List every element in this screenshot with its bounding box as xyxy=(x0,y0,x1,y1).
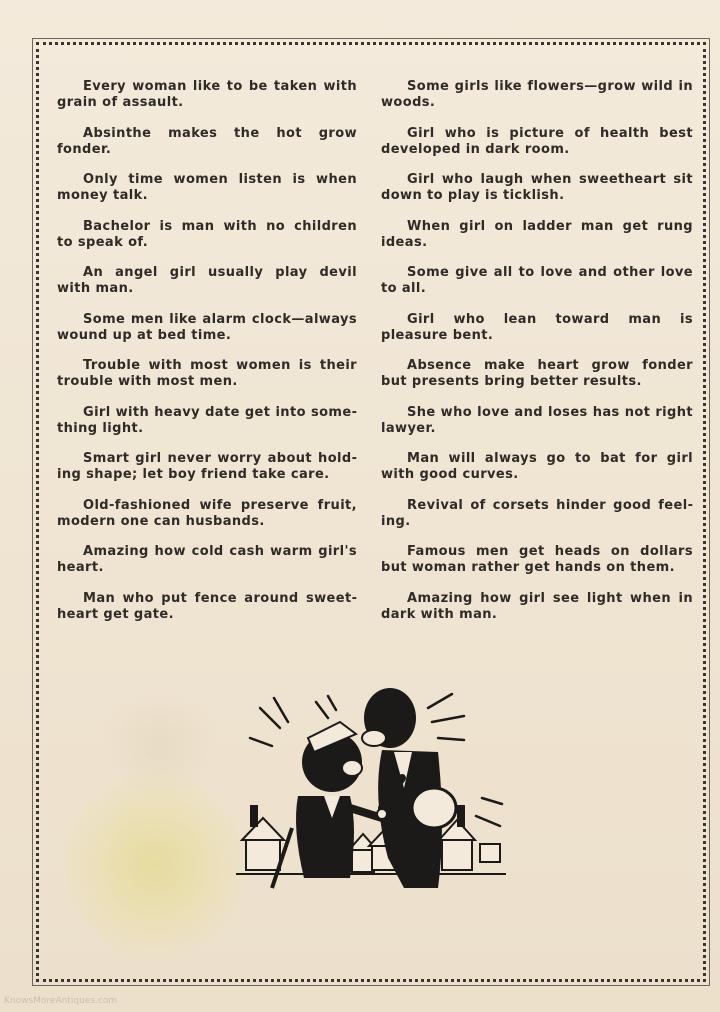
joke-item: Absinthe makes the hot grow fonder. xyxy=(57,125,357,157)
right-column xyxy=(381,79,693,637)
joke-item: She who love and loses has not right lawyer. xyxy=(381,404,693,436)
joke-item: An angel girl usually play devil with man. xyxy=(57,265,357,296)
joke-item: Smart girl never worry about holding shape; let boy friend take care. xyxy=(57,451,357,482)
joke-item: Some men like alarm clock—always wound up at bed time. xyxy=(57,311,357,343)
joke-item: Revival of corsets hinder good feeling. xyxy=(381,497,693,529)
joke-item: Girl who lean toward man is pleasure bent. xyxy=(381,311,693,343)
joke-item: Some give all to love and other love to all. xyxy=(381,265,693,296)
joke-item: Only time women listen is when money talk. xyxy=(57,172,357,203)
joke-item: Amazing how girl see light when in dark with man. xyxy=(381,590,693,622)
joke-item: Every woman like to be taken with grain of assault. xyxy=(57,79,357,110)
joke-item: Girl who is picture of health best developed in dark room. xyxy=(381,125,693,157)
joke-item: Some girls like flowers—grow wild in woods. xyxy=(381,79,693,110)
joke-item: Trouble with most women is their trouble with most men. xyxy=(57,358,357,389)
joke-item: Girl who laugh when sweetheart sit down to play is ticklish. xyxy=(381,172,693,203)
joke-item: Girl with heavy date get into something light. xyxy=(57,404,357,436)
cartoon-two-men-ring-icon xyxy=(232,678,514,898)
joke-item: Man will always go to bat for girl with good curves. xyxy=(381,451,693,482)
left-column xyxy=(57,79,357,637)
joke-item: Famous men get heads on dollars but woman rather get hands on them. xyxy=(381,544,693,575)
joke-item: Bachelor is man with no children to speak of. xyxy=(57,218,357,250)
joke-item: Man who put fence around sweetheart get gate. xyxy=(57,590,357,622)
watermark: KnowsMoreAntiques.com xyxy=(4,996,118,1006)
joke-item: Amazing how cold cash warm girl's heart. xyxy=(57,544,357,575)
joke-item: When girl on ladder man get rung ideas. xyxy=(381,218,693,250)
joke-item: Old-fashioned wife preserve fruit, modern one can husbands. xyxy=(57,497,357,529)
joke-item: Absence make heart grow fonder but presents bring better results. xyxy=(381,358,693,389)
